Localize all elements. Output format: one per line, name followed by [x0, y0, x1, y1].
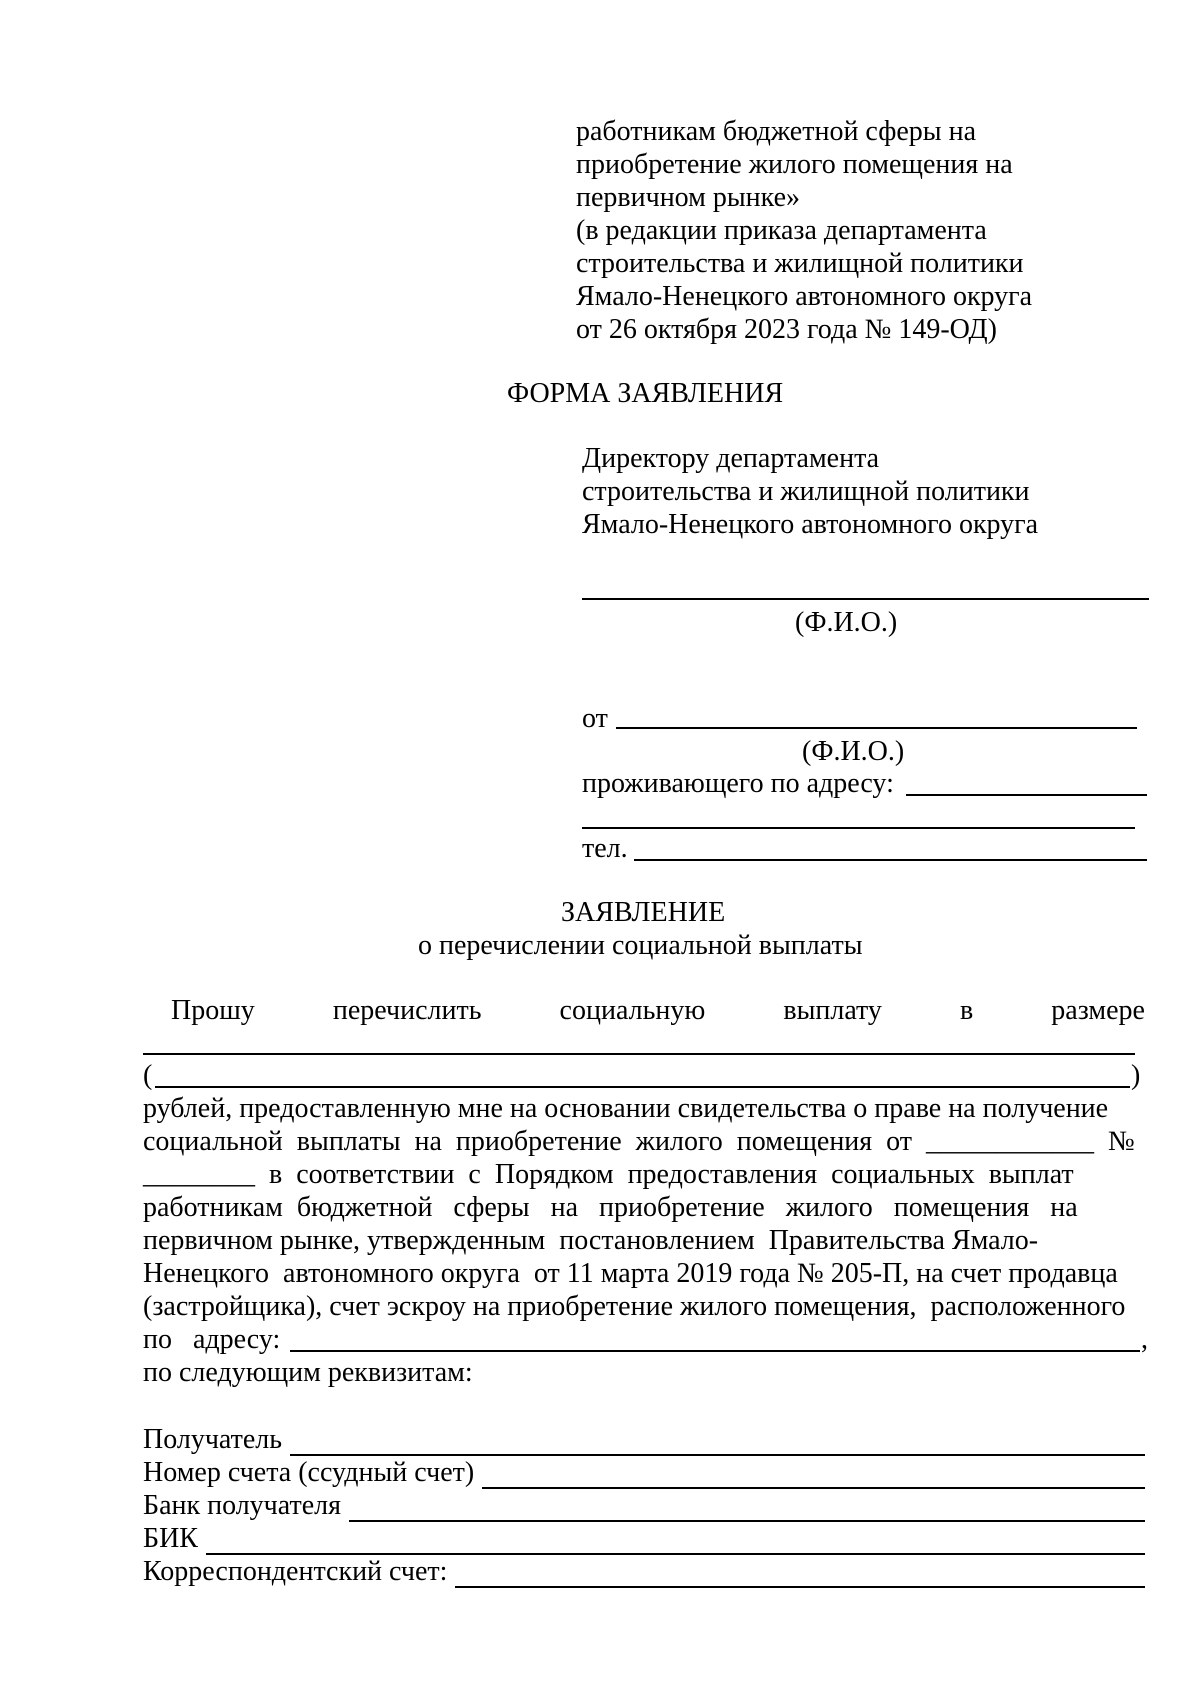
addressee-line: Директору департамента [582, 443, 880, 474]
address-field[interactable] [906, 794, 1147, 796]
word: перечислить [332, 995, 482, 1026]
requisite-account [143, 1457, 1145, 1489]
word: выплату [783, 995, 882, 1026]
requisite-label: Корреспондентский счет: [143, 1556, 448, 1587]
paren-open: ( [143, 1060, 153, 1091]
requisite-bik [143, 1523, 1145, 1555]
address-comma: , [1141, 1324, 1148, 1355]
requisite-label: Получатель [143, 1424, 283, 1455]
phone-field[interactable] [634, 859, 1147, 861]
applicant-fio-caption: (Ф.И.О.) [802, 736, 905, 767]
account-field[interactable] [482, 1463, 1145, 1489]
property-address-label: по адресу: [143, 1324, 281, 1355]
body-line: (застройщика), счет эскроу на приобретение жилого помещения, расположенного [143, 1291, 1126, 1322]
header-line: первичном рынке» [576, 182, 800, 213]
address-field-2[interactable] [582, 827, 1135, 829]
statement-first-line [143, 995, 1145, 1027]
word: Прошу [171, 995, 255, 1026]
requisite-recipient [143, 1424, 1145, 1456]
addressee-fio-caption: (Ф.И.О.) [795, 607, 898, 638]
property-address-field[interactable] [290, 1350, 1140, 1352]
addressee-line: строительства и жилищной политики [582, 476, 1030, 507]
body-line: социальной выплаты на приобретение жилого помещения от ____________ № [143, 1126, 1135, 1157]
paren-close: ) [1131, 1060, 1141, 1091]
header-line: от 26 октября 2023 года № 149-ОД) [576, 314, 997, 345]
phone-label: тел. [582, 833, 628, 864]
requisite-label: Банк получателя [143, 1490, 341, 1521]
amount-field[interactable] [143, 1053, 1135, 1055]
header-line: (в редакции приказа департамента [576, 215, 987, 246]
header-line: строительства и жилищной политики [576, 248, 1024, 279]
statement-title: ЗАЯВЛЕНИЕ [561, 897, 726, 928]
requisites-intro: по следующим реквизитам: [143, 1357, 473, 1388]
bank-field[interactable] [349, 1496, 1145, 1522]
bik-field[interactable] [206, 1529, 1145, 1555]
amount-words-field[interactable] [155, 1086, 1130, 1088]
word: социальную [559, 995, 706, 1026]
requisite-bank [143, 1490, 1145, 1522]
body-line: ________ в соответствии с Порядком предоставления социальных выплат [143, 1159, 1074, 1190]
body-line: рублей, предоставленную мне на основании свидетельства о праве на получение [143, 1093, 1109, 1124]
header-line: приобретение жилого помещения на [576, 149, 1013, 180]
body-line: Ненецкого автономного округа от 11 марта 2019 года № 205-П, на счет продавца [143, 1258, 1118, 1289]
body-line: первичном рынке, утвержденным постановлением Правительства Ямало- [143, 1225, 1039, 1256]
word: в [959, 995, 974, 1026]
statement-subtitle: о перечислении социальной выплаты [418, 930, 863, 961]
requisite-corr-account [143, 1556, 1145, 1588]
addressee-line: Ямало-Ненецкого автономного округа [582, 509, 1039, 540]
corr-account-field[interactable] [455, 1562, 1145, 1588]
recipient-field[interactable] [290, 1430, 1145, 1456]
form-title: ФОРМА ЗАЯВЛЕНИЯ [507, 378, 784, 409]
address-label: проживающего по адресу: [582, 768, 894, 799]
word: размере [1051, 995, 1145, 1026]
body-line: работникам бюджетной сферы на приобретение жилого помещения на [143, 1192, 1078, 1223]
requisite-label: Номер счета (ссудный счет) [143, 1457, 475, 1488]
applicant-fio-field[interactable] [616, 727, 1137, 729]
requisite-label: БИК [143, 1523, 198, 1554]
header-line: работникам бюджетной сферы на [576, 116, 976, 147]
from-label: от [582, 703, 608, 734]
header-line: Ямало-Ненецкого автономного округа [576, 281, 1033, 312]
addressee-fio-field[interactable] [582, 598, 1149, 600]
